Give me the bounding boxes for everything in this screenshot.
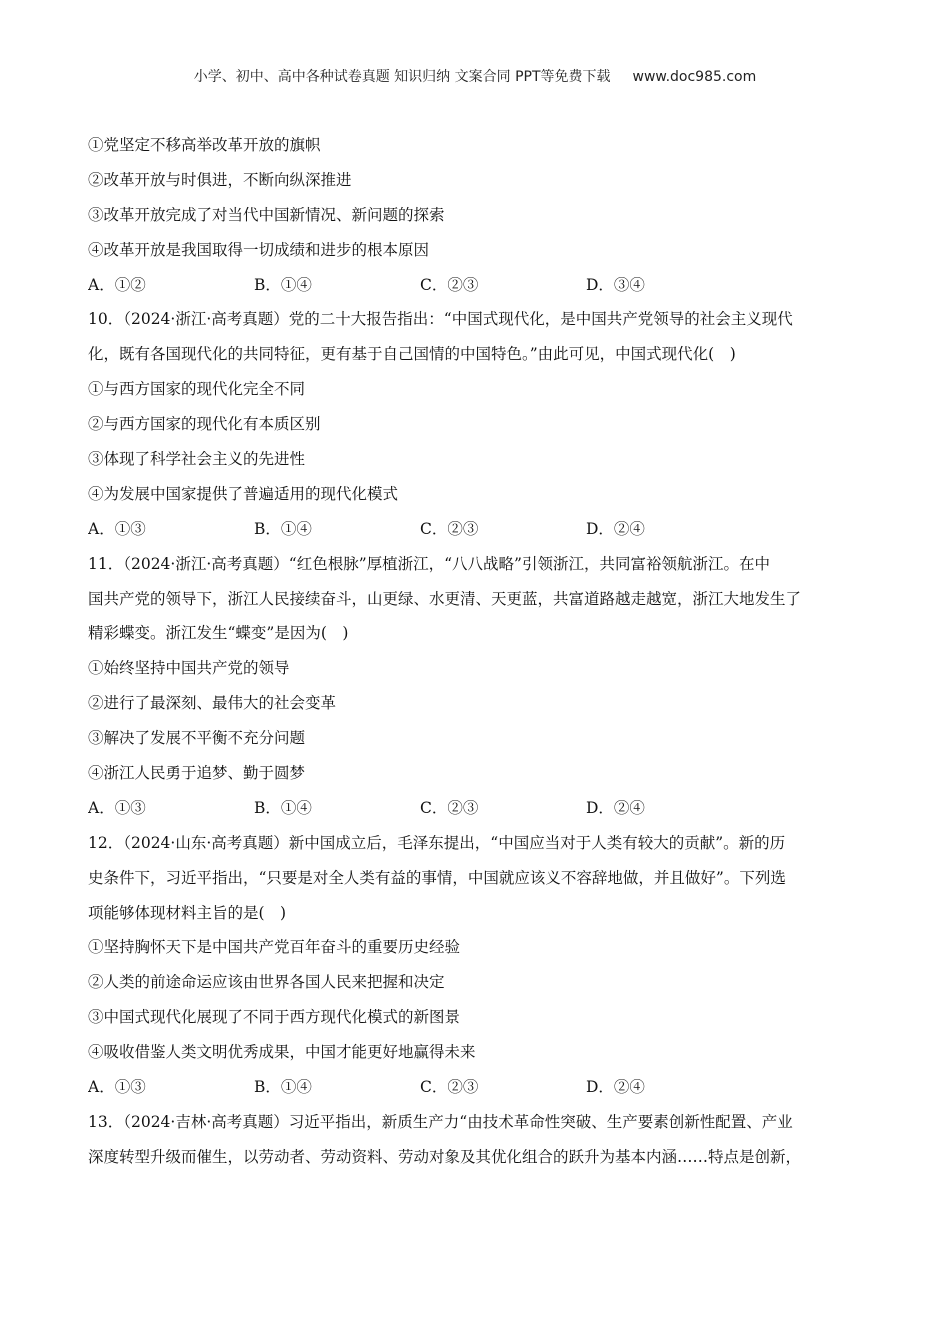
question-stem-line: 化，既有各国现代化的共同特征，更有基于自己国情的中国特色。”由此可见，中国式现代化( ) <box>88 345 736 364</box>
statement: ③改革开放完成了对当代中国新情况、新问题的探索 <box>88 205 445 224</box>
statement: ④浙江人民勇于追梦、勤于圆梦 <box>88 764 306 783</box>
statement: ①坚持胸怀天下是中国共产党百年奋斗的重要历史经验 <box>88 938 461 957</box>
choice-d: D．②④ <box>586 519 645 538</box>
choice-a: A．①③ <box>88 519 146 538</box>
statement: ②人类的前途命运应该由世界各国人民来把握和决定 <box>88 973 445 992</box>
header-text: 小学、初中、高中各种试卷真题 知识归纳 文案合同 PPT等免费下载 <box>193 69 611 85</box>
question-13 <box>88 1105 862 1175</box>
choice-b: B．①④ <box>254 275 312 294</box>
question-stem-line: 13．（2024·吉林·高考真题）习近平指出，新质生产力“由技术革命性突破、生产要素创新性配置、产业 <box>88 1112 793 1131</box>
choice-d: D．②④ <box>586 1078 645 1097</box>
statement: ②与西方国家的现代化有本质区别 <box>88 415 321 434</box>
question-12 <box>88 826 862 1105</box>
question-stem-line: 10．（2024·浙江·高考真题）党的二十大报告指出：“中国式现代化，是中国共产党领导的社会主义现代 <box>88 310 793 329</box>
question-10 <box>88 302 862 546</box>
statement: ④为发展中国家提供了普遍适用的现代化模式 <box>88 484 399 503</box>
document-body <box>88 128 862 1175</box>
answer-choices <box>88 1070 862 1105</box>
statement: ④改革开放是我国取得一切成绩和进步的根本原因 <box>88 240 430 259</box>
choice-a: A．①③ <box>88 1078 146 1097</box>
question-stem-line: 11．（2024·浙江·高考真题）“红色根脉”厚植浙江，“八八战略”引领浙江，共同富裕领航浙江。在中 <box>88 554 770 573</box>
choice-b: B．①④ <box>254 1078 312 1097</box>
choice-b: B．①④ <box>254 519 312 538</box>
statement: ①始终坚持中国共产党的领导 <box>88 659 290 678</box>
question-stem-line: 精彩蝶变。浙江发生“蝶变”是因为( ) <box>88 624 349 643</box>
question-stem-line: 史条件下，习近平指出，“只要是对全人类有益的事情，中国就应该义不容辞地做，并且做好”。下列选 <box>88 868 786 887</box>
question-stem-line: 深度转型升级而催生，以劳动者、劳动资料、劳动对象及其优化组合的跃升为基本内涵……特点是创新， <box>88 1147 802 1166</box>
question-stem-line: 12．（2024·山东·高考真题）新中国成立后，毛泽东提出，“中国应当对于人类有较大的贡献”。新的历 <box>88 833 786 852</box>
question-11 <box>88 547 862 826</box>
choice-d: D．②④ <box>586 798 645 817</box>
choice-c: C．②③ <box>420 1078 479 1097</box>
page-header <box>0 66 950 86</box>
question-stem-line: 国共产党的领导下，浙江人民接续奋斗，山更绿、水更清、天更蓝，共富道路越走越宽，浙江大地发生了 <box>88 589 802 608</box>
question-9-continued <box>88 128 862 302</box>
choice-b: B．①④ <box>254 798 312 817</box>
statement: ①党坚定不移高举改革开放的旗帜 <box>88 136 321 154</box>
header-site: www.doc985.com <box>632 69 757 85</box>
choice-a: A．①③ <box>88 798 146 817</box>
choice-c: C．②③ <box>420 798 479 817</box>
question-stem-line: 项能够体现材料主旨的是( ) <box>88 903 287 922</box>
statement: ③中国式现代化展现了不同于西方现代化模式的新图景 <box>88 1008 461 1027</box>
choice-a: A．①② <box>88 275 146 294</box>
statement: ④吸收借鉴人类文明优秀成果，中国才能更好地赢得未来 <box>88 1043 476 1062</box>
answer-choices <box>88 791 862 826</box>
statement: ①与西方国家的现代化完全不同 <box>88 380 306 399</box>
statement: ③体现了科学社会主义的先进性 <box>88 450 306 469</box>
statement: ③解决了发展不平衡不充分问题 <box>88 729 306 748</box>
answer-choices <box>88 512 862 547</box>
choice-d: D．③④ <box>586 275 645 294</box>
statement: ②改革开放与时俱进，不断向纵深推进 <box>88 170 352 189</box>
statement: ②进行了最深刻、最伟大的社会变革 <box>88 694 337 713</box>
answer-choices <box>88 268 862 303</box>
choice-c: C．②③ <box>420 275 479 294</box>
choice-c: C．②③ <box>420 519 479 538</box>
